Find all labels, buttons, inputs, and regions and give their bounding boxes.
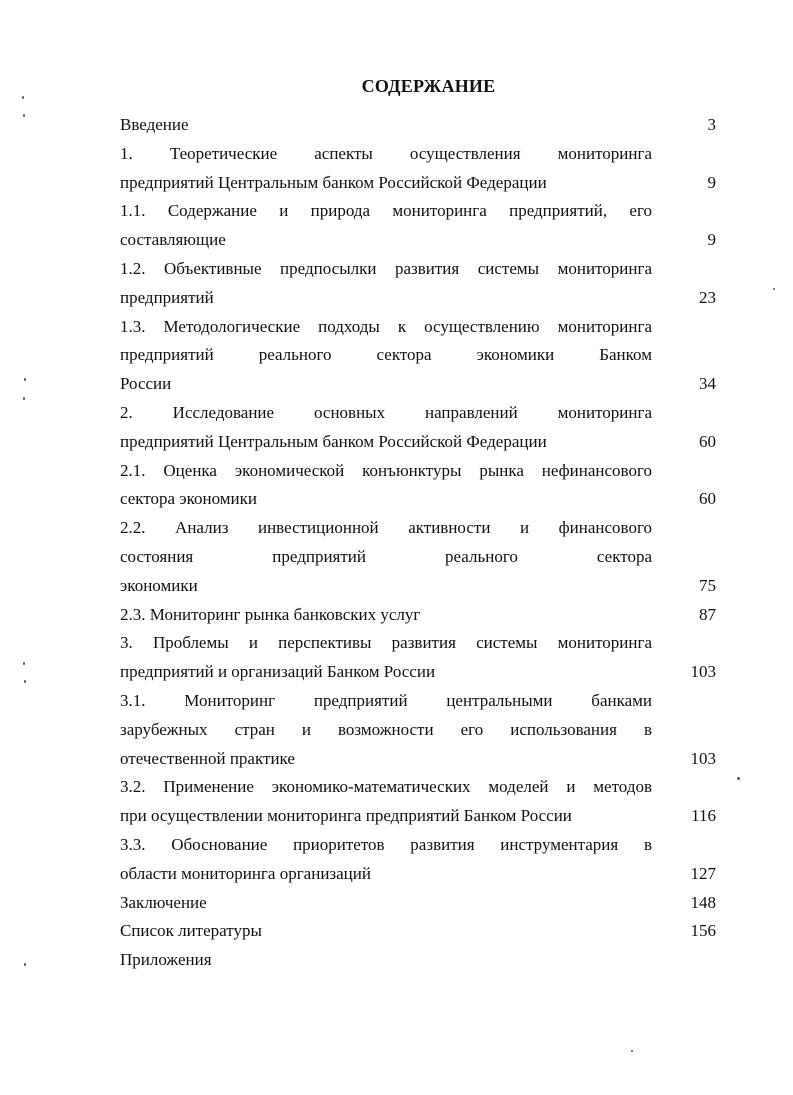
- toc-entry-line: 2.3. Мониторинг рынка банковских услуг: [120, 604, 421, 624]
- toc-page-number: 87: [699, 604, 716, 624]
- toc-entry-line: России: [120, 374, 172, 394]
- toc-entry-line: 3. Проблемы и перспективы развития системы мониторинга: [120, 633, 652, 653]
- toc-entry-line: предприятий Центральным банком Российской Федерации: [120, 172, 547, 192]
- toc-entry: [120, 917, 716, 946]
- toc-entry-title: [120, 629, 652, 687]
- toc-entry-line: состояния предприятий реального сектора: [120, 546, 652, 566]
- toc-entry-line: 1.2. Объективные предпосылки развития системы мониторинга: [120, 258, 652, 278]
- toc-entry-title: [120, 457, 652, 515]
- toc-page-number: 75: [699, 575, 716, 595]
- toc-entry: [120, 889, 716, 918]
- toc-entry: [120, 140, 716, 198]
- toc-entry: [120, 629, 716, 687]
- toc-entry: [120, 399, 716, 457]
- toc-entry-title: [120, 917, 652, 946]
- toc-entry-line: Заключение: [120, 892, 207, 912]
- scan-speck: [22, 96, 24, 99]
- toc-page-number: 9: [707, 172, 716, 192]
- toc-entry-title: [120, 197, 652, 255]
- toc-entry-title: [120, 313, 652, 399]
- page-title: СОДЕРЖАНИЕ: [361, 76, 496, 96]
- toc-entry-line: предприятий Центральным банком Российской Федерации: [120, 431, 547, 451]
- table-of-contents: [120, 111, 716, 975]
- toc-page-number: 103: [690, 748, 716, 768]
- toc-entry-line: 2.2. Анализ инвестиционной активности и финансового: [120, 518, 652, 538]
- toc-entry-title: [120, 140, 652, 198]
- toc-page-number: 60: [699, 431, 716, 451]
- toc-entry-line: сектора экономики: [120, 489, 258, 509]
- toc-entry-line: экономики: [120, 575, 198, 595]
- toc-entry: [120, 773, 716, 831]
- toc-entry-line: 2.1. Оценка экономической конъюнктуры рынка нефинансового: [120, 460, 652, 480]
- toc-page-number: 34: [699, 374, 716, 394]
- toc-entry: [120, 313, 716, 399]
- toc-entry-title: [120, 255, 652, 313]
- toc-entry-line: 3.1. Мониторинг предприятий центральными банками: [120, 690, 652, 710]
- toc-entry-title: [120, 946, 652, 975]
- toc-entry-title: [120, 514, 652, 600]
- toc-entry-line: Приложения: [120, 950, 212, 970]
- toc-entry-line: Введение: [120, 115, 189, 134]
- scan-speck: [23, 397, 25, 400]
- toc-entry: [120, 111, 716, 140]
- scan-speck: [773, 288, 775, 290]
- toc-entry: [120, 197, 716, 255]
- toc-page-number: 9: [707, 230, 716, 250]
- toc-entry-title: [120, 773, 652, 831]
- toc-entry-title: [120, 831, 652, 889]
- toc-entry-line: составляющие: [120, 230, 226, 250]
- toc-entry-title: [120, 601, 652, 630]
- toc-entry: [120, 514, 716, 600]
- toc-entry: [120, 946, 716, 975]
- toc-entry-title: [120, 687, 652, 773]
- toc-page-number: 103: [690, 662, 716, 682]
- toc-entry-line: 1.1. Содержание и природа мониторинга предприятий, его: [120, 201, 652, 221]
- toc-entry-title: [120, 399, 652, 457]
- scan-speck: [24, 378, 26, 381]
- toc-page-number: 127: [690, 863, 716, 883]
- toc-entry-line: предприятий: [120, 287, 214, 307]
- scan-speck: [24, 680, 26, 683]
- toc-entry-line: отечественной практике: [120, 748, 295, 768]
- toc-entry: [120, 255, 716, 313]
- toc-entry-line: зарубежных стран и возможности его использования в: [120, 719, 652, 739]
- toc-entry-line: 2. Исследование основных направлений мониторинга: [120, 402, 652, 422]
- toc-page-number: 3: [707, 115, 716, 134]
- toc-entry-line: 1.3. Методологические подходы к осуществлению мониторинга: [120, 316, 652, 336]
- toc-entry-line: 1. Теоретические аспекты осуществления мониторинга: [120, 143, 652, 163]
- scan-speck: [631, 1050, 633, 1052]
- toc-entry-line: при осуществлении мониторинга предприятий Банком России: [120, 806, 572, 826]
- toc-entry-line: предприятий и организаций Банком России: [120, 662, 436, 682]
- toc-entry: [120, 687, 716, 773]
- toc-page-number: 116: [691, 806, 716, 826]
- toc-entry-line: 3.2. Применение экономико-математических моделей и методов: [120, 777, 652, 797]
- scan-speck: [23, 662, 25, 665]
- toc-page-number: 23: [699, 287, 716, 307]
- scan-speck: [737, 777, 740, 780]
- toc-entry-line: предприятий реального сектора экономики Банком: [120, 345, 652, 365]
- scan-speck: [24, 963, 26, 966]
- toc-entry-title: [120, 111, 652, 140]
- toc-page-number: 148: [690, 892, 716, 912]
- toc-page-number: 156: [690, 921, 716, 941]
- toc-entry-line: 3.3. Обоснование приоритетов развития инструментария в: [120, 834, 652, 854]
- toc-entry-title: [120, 889, 652, 918]
- toc-entry-line: области мониторинга организаций: [120, 863, 371, 883]
- toc-entry: [120, 831, 716, 889]
- toc-entry: [120, 457, 716, 515]
- toc-entry-line: Список литературы: [120, 921, 262, 941]
- toc-entry: [120, 601, 716, 630]
- scan-speck: [23, 114, 25, 117]
- toc-page-number: 60: [699, 489, 716, 509]
